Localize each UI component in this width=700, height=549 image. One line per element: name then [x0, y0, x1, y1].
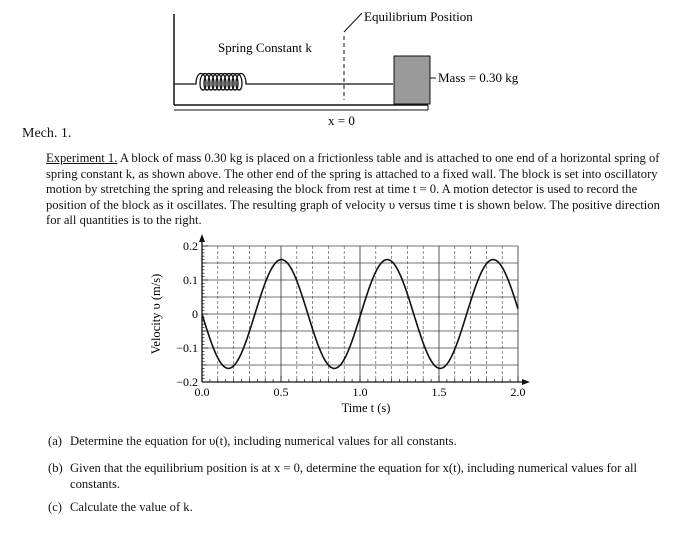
y-axis-arrow	[199, 234, 205, 242]
x-tick-label: 0.5	[273, 385, 289, 399]
mass-label: Mass = 0.30 kg	[438, 70, 519, 85]
question-c-text: Calculate the value of k.	[70, 500, 193, 514]
experiment-label: Experiment 1.	[46, 151, 118, 165]
x-tick-label: 2.0	[510, 385, 526, 399]
y-tick-label: 0.2	[183, 239, 198, 253]
x-tick-label: 1.5	[431, 385, 447, 399]
question-a-text: Determine the equation for υ(t), including numerical values for all constants.	[70, 434, 457, 448]
y-tick-label: −0.2	[176, 375, 198, 389]
mass-block	[394, 56, 430, 104]
origin-label: x = 0	[328, 113, 355, 128]
spring-label: Spring Constant k	[218, 40, 312, 55]
x-axis-label: Time t (s)	[341, 401, 391, 415]
equilibrium-label: Equilibrium Position	[364, 9, 473, 24]
question-b-text: Given that the equilibrium position is at x = 0, determine the equation for x(t), including numerical values for all constants.	[70, 461, 638, 491]
question-c-tag: (c)	[48, 500, 62, 514]
question-a-tag: (a)	[48, 434, 62, 448]
y-tick-label: −0.1	[176, 341, 198, 355]
y-axis-label: Velocity υ (m/s)	[149, 273, 163, 355]
y-tick-label: 0.1	[183, 273, 198, 287]
x-tick-label: 0.0	[194, 385, 210, 399]
equilibrium-pointer	[344, 13, 362, 32]
question-c	[48, 500, 668, 516]
y-tick-label: 0	[192, 307, 198, 321]
question-a	[48, 434, 668, 450]
spring	[174, 74, 393, 91]
intro-text: A block of mass 0.30 kg is placed on a frictionless table and is attached to one end of a horizontal spring of spring constant k, as shown above. The other end of the spring is attached to a fixed wall. The block is set into oscillatory motion by stretching the spring and releasing the block from rest at time t = 0. A motion detector is used to record the position of the block as it oscillates. The resulting graph of velocity υ versus time t is shown below. The positive direction for all quantities is to the right.	[46, 151, 660, 227]
problem-heading: Mech. 1.	[22, 126, 72, 141]
question-b	[48, 461, 668, 492]
x-tick-label: 1.0	[352, 385, 368, 399]
velocity-time-chart	[140, 232, 540, 427]
question-b-tag: (b)	[48, 461, 63, 475]
chart-axes	[199, 234, 530, 385]
spring-mass-diagram	[0, 0, 700, 130]
intro-paragraph	[46, 151, 671, 229]
